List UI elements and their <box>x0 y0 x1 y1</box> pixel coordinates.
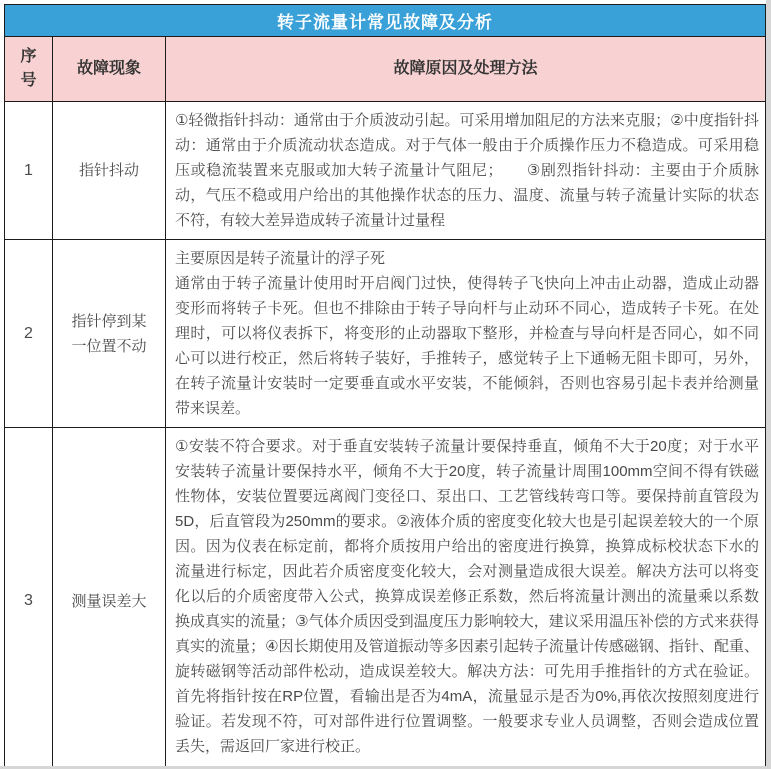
row-1-number: 1 <box>5 102 53 240</box>
row-3-phenomenon: 测量误差大 <box>53 428 166 769</box>
title-row <box>5 5 766 37</box>
column-header-cause: 故障原因及处理方法 <box>166 37 766 102</box>
row-3-number: 3 <box>5 428 53 769</box>
column-header-row <box>5 37 766 102</box>
row-2-number: 2 <box>5 240 53 428</box>
row-2-cause-paragraph-2: 通常由于转子流量计使用时开启阀门过快，使得转子飞快向上冲击止动器，造成止动器变形而将转子卡死。但也不排除由于转子导向杆与止动环不同心，造成转子卡死。在处理时，可以将仪表拆下，将变形的止动器取下整形，并检查与导向杆是否同心，如不同心可以进行校正，然后将转子装好，手推转子，感觉转子上下通畅无阻卡即可，另外，在转子流量计安装时一定要垂直或水平安装，不能倾斜，否则也容易引起卡表并给测量带来误差。 <box>175 275 759 417</box>
fault-analysis-table <box>4 4 766 769</box>
row-1-cause-paragraph: ①轻微指针抖动：通常由于介质波动引起。可采用增加阻尼的方法来克服；②中度指针抖动：通常由于介质流动状态造成。对于气体一般由于介质操作压力不稳造成。可采用稳压或稳流装置来克服或加大转子流量计气阻尼； ③剧烈指针抖动：主要由于介质脉动，气压不稳或用户给出的其他操作状态的压力、温度、流量与转子流量计实际的状态不符，有较大差异造成转子流量计过量程 <box>175 112 759 229</box>
row-2-phenomenon: 指针停到某一位置不动 <box>53 240 166 428</box>
row-3-cause-paragraph: ①安装不符合要求。对于垂直安装转子流量计要保持垂直，倾角不大于20度；对于水平安装转子流量计要保持水平，倾角不大于20度，转子流量计周围100mm空间不得有铁磁性物体，安装位置要远离阀门变径口、泵出口、工艺管线转弯口等。要保持前直管段为5D，后直管段为250mm的要求。②液体介质的密度变化较大也是引起误差较大的一个原因。因为仪表在标定前，都将介质按用户给出的密度进行换算，换算成标校状态下水的流量进行标定，因此若介质密度变化较大，会对测量造成很大误差。解决方法可以将变化以后的介质密度带入公式，换算成误差修正系数，然后将流量计测出的流量乘以系数换成真实的流量；③气体介质因受到温度压力影响较大，建议采用温压补偿的方式来获得真实的流量；④因长期使用及管道振动等多因素引起转子流量计传感磁钢、指针、配重、旋转磁钢等活动部件松动，造成误差较大。解决方法：可先用手推指针的方式在验证。首先将指针按在RP位置，看输出是否为4mA，流量显示是否为0%,再依次按照刻度进行验证。若发现不符，可对部件进行位置调整。一般要求专业人员调整，否则会造成位置丢失，需返回厂家进行校正。 <box>175 438 759 755</box>
column-header-no: 序号 <box>5 37 53 102</box>
row-1-cause <box>166 102 766 240</box>
row-1-phenomenon: 指针抖动 <box>53 102 166 240</box>
row-3-cause <box>166 428 766 769</box>
row-2-cause-paragraph-1: 主要原因是转子流量计的浮子死 <box>175 250 386 267</box>
table-title: 转子流量计常见故障及分析 <box>5 5 766 37</box>
table-row-1 <box>5 102 766 240</box>
page-edge-right <box>766 0 771 769</box>
row-2-cause <box>166 240 766 428</box>
column-header-phenomenon: 故障现象 <box>53 37 166 102</box>
table-row-2 <box>5 240 766 428</box>
table-row-3 <box>5 428 766 769</box>
